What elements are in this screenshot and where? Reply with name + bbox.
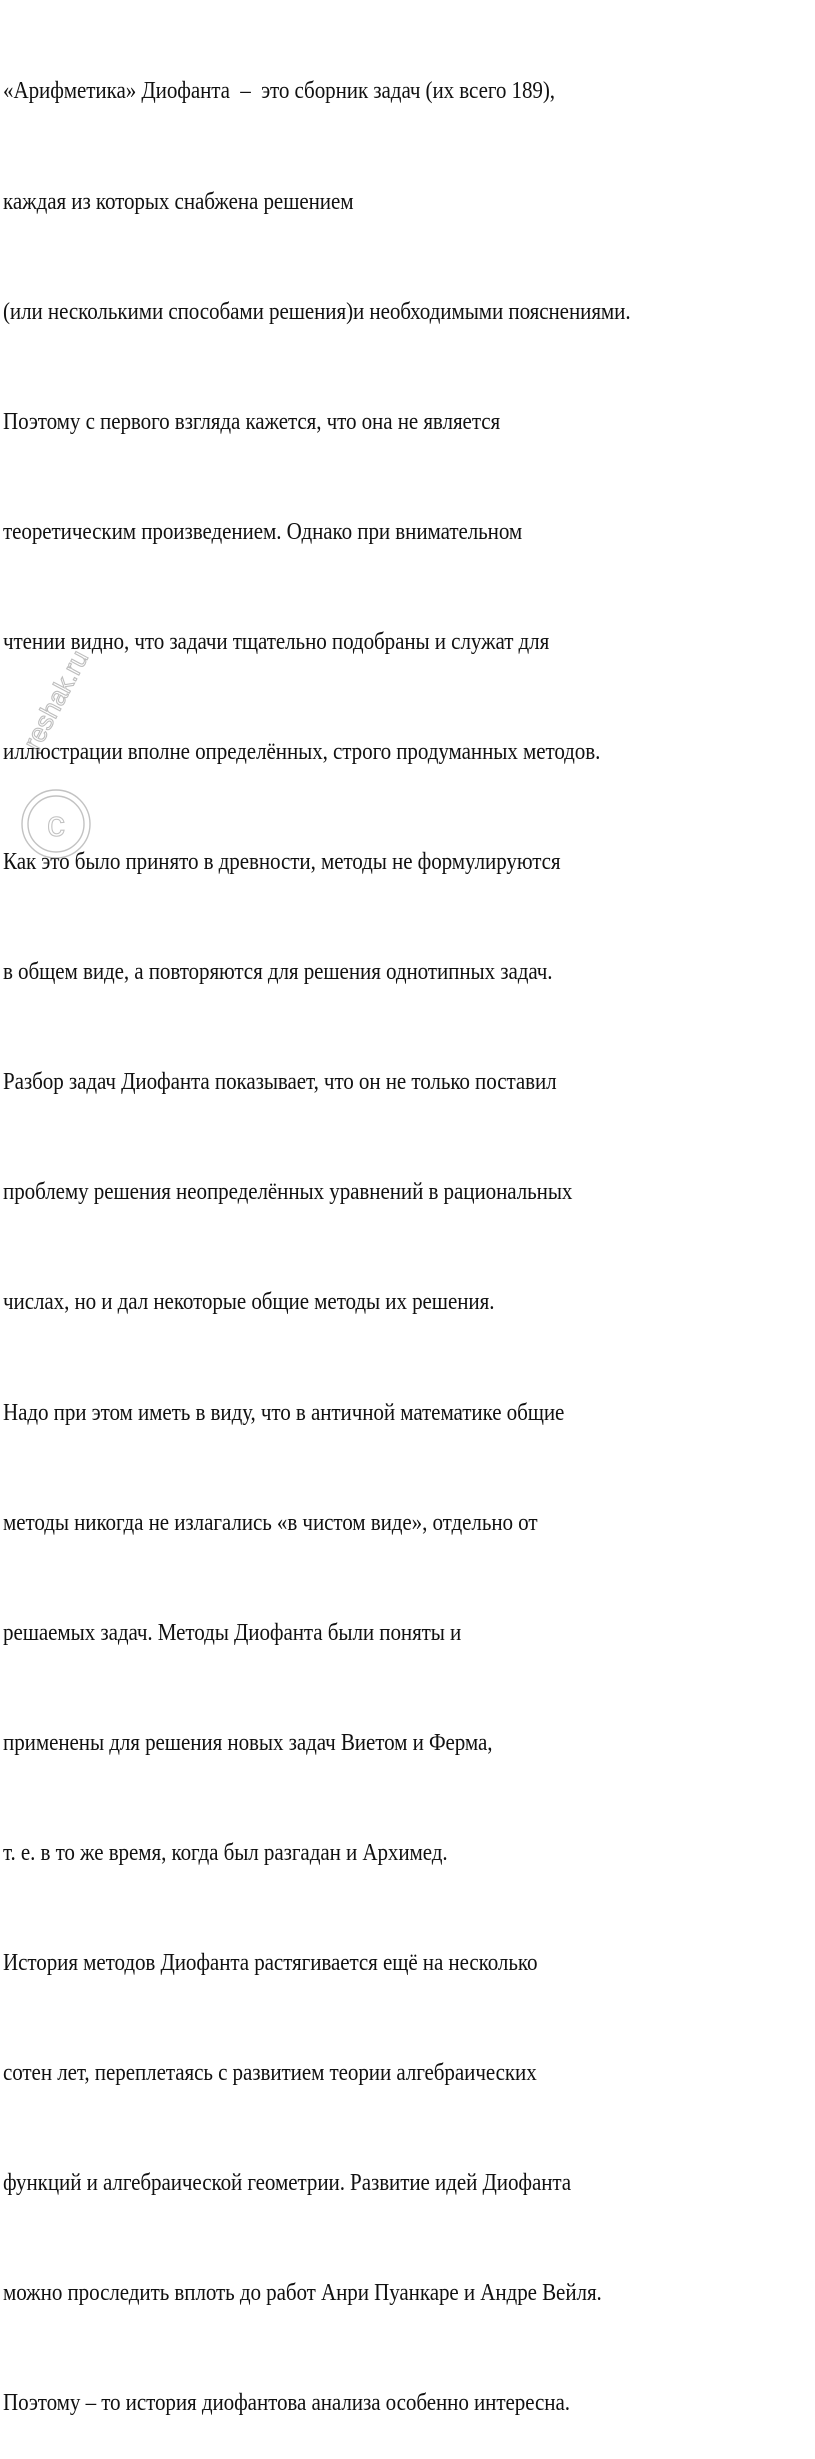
text-line: применены для решения новых задач Виетом и Ферма, [3, 1728, 493, 1756]
text-line: числах, но и дал некоторые общие методы их решения. [3, 1288, 495, 1316]
text-line: решаемых задач. Методы Диофанта были поняты и [3, 1618, 462, 1646]
text-line: сотен лет, переплетаясь с развитием теории алгебраических [3, 2059, 537, 2087]
text-line: теоретическим произведением. Однако при внимательном [3, 517, 523, 545]
text-line: в общем виде, а повторяются для решения однотипных задач. [3, 958, 553, 986]
text-line: Надо при этом иметь в виду, что в античной математике общие [3, 1398, 565, 1426]
text-line: «Арифметика» Диофанта – это сборник задач (их всего 189), [3, 77, 555, 105]
text-line: т. е. в то же время, когда был разгадан и Архимед. [3, 1838, 448, 1866]
text-line: функций и алгебраической геометрии. Развитие идей Диофанта [3, 2169, 572, 2197]
text-line: История методов Диофанта растягивается ещё на несколько [3, 1949, 538, 1976]
text-line: можно проследить вплоть до работ Анри Пуанкаре и Андре Вейля. [3, 2279, 602, 2307]
text-line: (или несколькими способами решения)и необходимыми пояснениями. [3, 297, 631, 325]
text-line: иллюстрации вполне определённых, строго продуманных методов. [3, 737, 601, 765]
text-line: проблему решения неопределённых уравнений в рациональных [3, 1178, 573, 1206]
text-line: Поэтому – то история диофантова анализа особенно интересна. [3, 2389, 570, 2417]
text-line: Как это было принято в древности, методы не формулируются [3, 848, 561, 876]
svg-text:reshak.ru: reshak.ru [16, 645, 95, 755]
text-line: методы никогда не излагались «в чистом виде», отдельно от [3, 1508, 538, 1536]
svg-text:c: c [47, 803, 65, 844]
text-line: каждая из которых снабжена решением [3, 187, 354, 215]
text-line: Поэтому с первого взгляда кажется, что она не является [3, 407, 501, 435]
text-line: Разбор задач Диофанта показывает, что он не только поставил [3, 1068, 557, 1096]
text-line: чтении видно, что задачи тщательно подобраны и служат для [3, 627, 550, 655]
document-body [3, 0, 815, 2459]
